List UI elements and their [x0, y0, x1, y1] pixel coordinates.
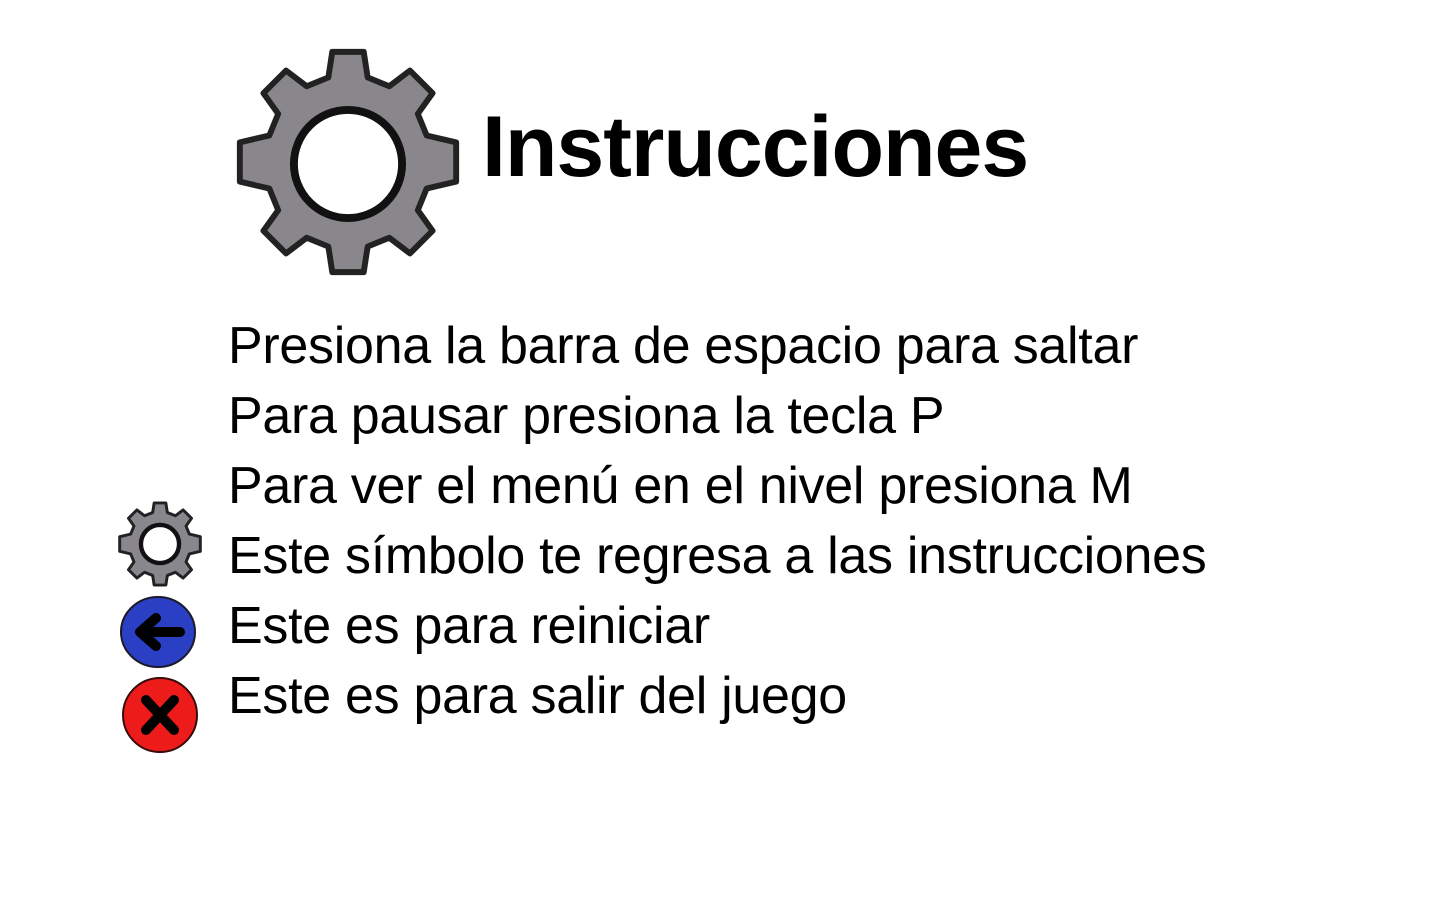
instruction-menu: Para ver el menú en el nivel presiona M — [228, 457, 1133, 515]
instruction-exit: Este es para salir del juego — [228, 667, 847, 725]
restart-arrow-icon[interactable] — [118, 594, 198, 670]
instruction-pause: Para pausar presiona la tecla P — [228, 387, 945, 445]
gear-icon[interactable] — [116, 500, 204, 588]
small-gear-hole — [141, 525, 179, 563]
page-title: Instrucciones — [482, 99, 1029, 195]
gear-hole — [294, 110, 402, 218]
close-x-icon[interactable] — [120, 676, 200, 754]
instruction-gear: Este símbolo te regresa a las instrucciones — [228, 527, 1207, 585]
instruction-jump: Presiona la barra de espacio para saltar — [228, 317, 1139, 375]
gear-icon — [230, 44, 466, 280]
instruction-restart: Este es para reiniciar — [228, 597, 710, 655]
